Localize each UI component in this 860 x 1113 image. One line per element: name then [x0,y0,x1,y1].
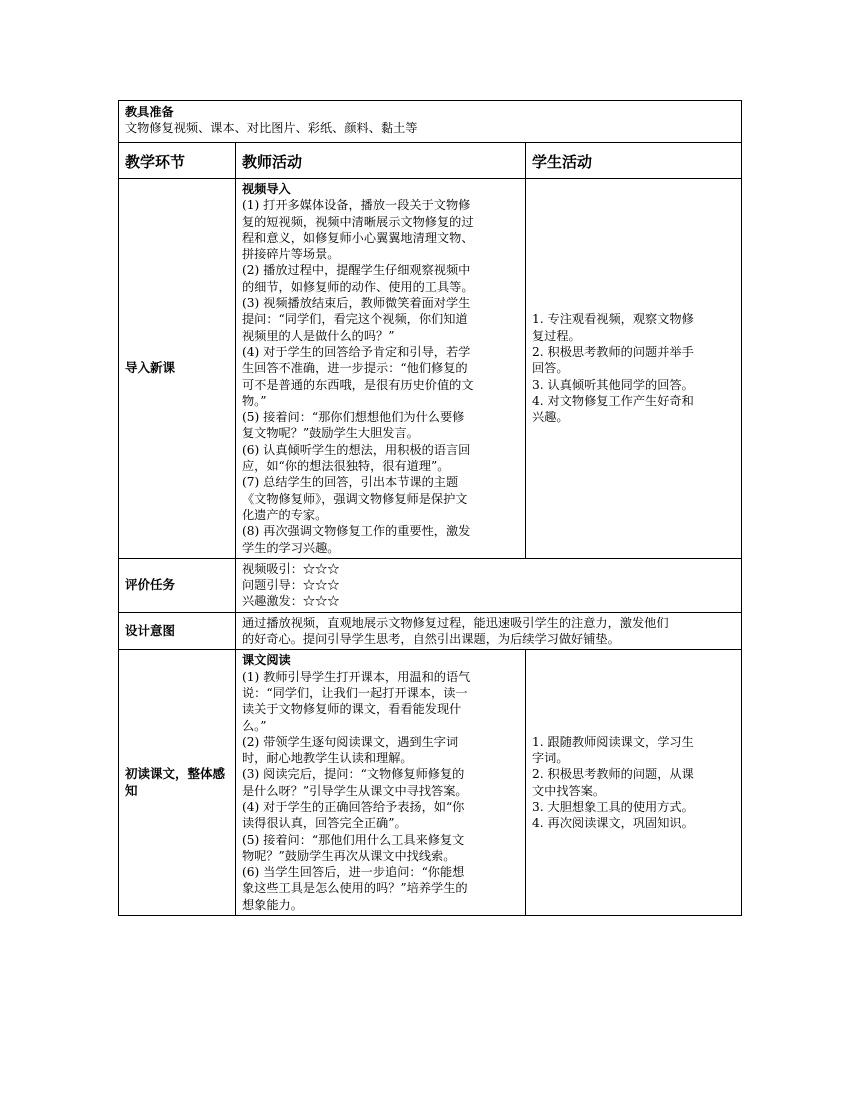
evaluation-label: 评价任务 [119,558,236,612]
student-lines-reading [532,734,737,832]
teacher-activity-line: 生回答不准确，进一步提示：“他们修复的 [242,361,468,376]
teacher-activity-line: (3) 视频播放结束后，教师微笑着面对学生 [242,296,471,311]
teacher-activity-line: 拼接碎片等场景。 [242,247,340,262]
teacher-activity-line: 象这些工具是怎么使用的吗？”培养学生的 [242,881,468,896]
student-activity-line: 4. 再次阅读课文，巩固知识。 [532,816,694,831]
intent-row [119,612,742,650]
student-activity-line: 复过程。 [532,328,581,343]
evaluation-lines [242,561,737,610]
teacher-activity-line: 读关于文物修复师的课文，看看能发现什 [242,702,462,717]
teacher-activity-line: 应，如“你的想法很独特，很有道理”。 [242,459,450,474]
teacher-activity-line: (1) 教师引导学生打开课本，用温和的语气 [242,669,471,684]
stage-label-reading: 初读课文，整体感知 [119,650,236,916]
teacher-activity-line: (4) 对于学生的正确回答给予表扬，如“你 [242,799,465,814]
evaluation-row [119,558,742,612]
teacher-activity-intro [236,179,526,559]
student-activity-line: 2. 积极思考教师的问题并举手 [532,344,694,359]
intent-label: 设计意图 [119,612,236,650]
stage-label-intro: 导入新课 [119,179,236,559]
teacher-activity-line: (3) 阅读完后，提问：“文物修复师修复的 [242,767,465,782]
student-activity-line: 3. 大胆想象工具的使用方式。 [532,799,694,814]
student-lines-intro [532,311,737,425]
teacher-activity-line: 提问：“同学们，看完这个视频，你们知道 [242,312,468,327]
student-activity-line: 文中找答案。 [532,783,606,798]
teacher-title-intro: 视频导入 [242,182,291,196]
teacher-activity-line: (5) 接着问：“那你们想想他们为什么要修 [242,410,465,425]
teacher-activity-line: 复文物呢？”鼓励学生大胆发言。 [242,426,419,441]
prep-items: 文物修复视频、课本、对比图片、彩纸、颜料、黏土等 [125,121,418,136]
student-activity-line: 兴趣。 [532,410,569,425]
student-activity-line: 1. 跟随教师阅读课文，学习生 [532,734,694,749]
teacher-activity-line: 复的短视频，视频中清晰展示文物修复的过 [242,214,474,229]
header-stage: 教学环节 [119,143,236,179]
teacher-activity-line: 学生的学习兴趣。 [242,540,340,555]
teacher-activity-line: 想象能力。 [242,897,303,912]
teacher-activity-line: 是什么呀？”引导学生从课文中寻找答案。 [242,783,468,798]
teacher-lines-reading [242,669,521,913]
teacher-activity-line: 物呢？”鼓励学生再次从课文中找线索。 [242,848,456,863]
student-activity-line: 4. 对文物修复工作产生好奇和 [532,393,694,408]
student-activity-line: 2. 积极思考教师的问题，从课 [532,767,694,782]
evaluation-line: 视频吸引：☆☆☆ [242,561,340,576]
student-activity-line: 3. 认真倾听其他同学的回答。 [532,377,694,392]
section-row-intro [119,179,742,559]
teacher-activity-line: 《文物修复师》，强调文物修复师是保护文 [242,491,468,506]
prep-cell [119,101,742,143]
teacher-activity-line: 可不是普通的东西哦，是很有历史价值的文 [242,377,474,392]
teacher-activity-line: 化遗产的专家。 [242,507,328,522]
teacher-activity-line: (6) 当学生回答后，进一步追问：“你能想 [242,865,465,880]
teacher-activity-line: 物。” [242,393,267,408]
teacher-title-reading: 课文阅读 [242,653,291,668]
header-teacher: 教师活动 [236,143,526,179]
teacher-activity-line: (4) 对于学生的回答给予肯定和引导，若学 [242,344,471,359]
teacher-activity-line: (2) 带领学生逐句阅读课文，遇到生字词 [242,734,459,749]
teacher-activity-line: 时，耐心地教学生认读和理解。 [242,751,413,766]
evaluation-line: 问题引导：☆☆☆ [242,578,340,593]
lesson-plan-table [118,100,742,916]
section-row-reading [119,650,742,916]
teacher-activity-line: 么。” [242,718,267,733]
student-activity-line: 字词。 [532,751,569,766]
teacher-activity-line: (7) 总结学生的回答，引出本节课的主题 [242,475,459,490]
student-activity-line: 回答。 [532,361,569,376]
intent-line: 的好奇心。提问引导学生思考，自然引出课题，为后续学习做好铺垫。 [242,632,620,647]
student-activity-reading [526,650,742,916]
teacher-activity-line: (2) 播放过程中，提醒学生仔细观察视频中 [242,263,471,278]
prep-title: 教具准备 [125,105,174,119]
intent-cell [236,612,742,650]
teacher-activity-line: 的细节，如修复师的动作、使用的工具等。 [242,279,474,294]
intent-line: 通过播放视频，直观地展示文物修复过程，能迅速吸引学生的注意力，激发他们 [242,615,669,630]
header-row [119,143,742,179]
student-activity-intro [526,179,742,559]
teacher-activity-line: 读得很认真，回答完全正确”。 [242,816,407,831]
teacher-activity-line: 视频里的人是做什么的吗？” [242,328,395,343]
teacher-lines-intro [242,197,521,556]
teacher-activity-line: (1) 打开多媒体设备，播放一段关于文物修 [242,198,471,213]
evaluation-line: 兴趣激发：☆☆☆ [242,594,340,609]
teacher-activity-line: 程和意义，如修复师小心翼翼地清理文物、 [242,230,474,245]
header-student: 学生活动 [526,143,742,179]
teacher-activity-line: (5) 接着问：“那他们用什么工具来修复文 [242,832,465,847]
teacher-activity-line: 说：“同学们，让我们一起打开课本，读一 [242,685,468,700]
student-activity-line: 1. 专注观看视频，观察文物修 [532,312,694,327]
teacher-activity-reading [236,650,526,916]
intent-lines [242,615,737,648]
teacher-activity-line: (6) 认真倾听学生的想法，用积极的语言回 [242,442,471,457]
evaluation-cell [236,558,742,612]
prep-row [119,101,742,143]
teacher-activity-line: (8) 再次强调文物修复工作的重要性，激发 [242,524,471,539]
